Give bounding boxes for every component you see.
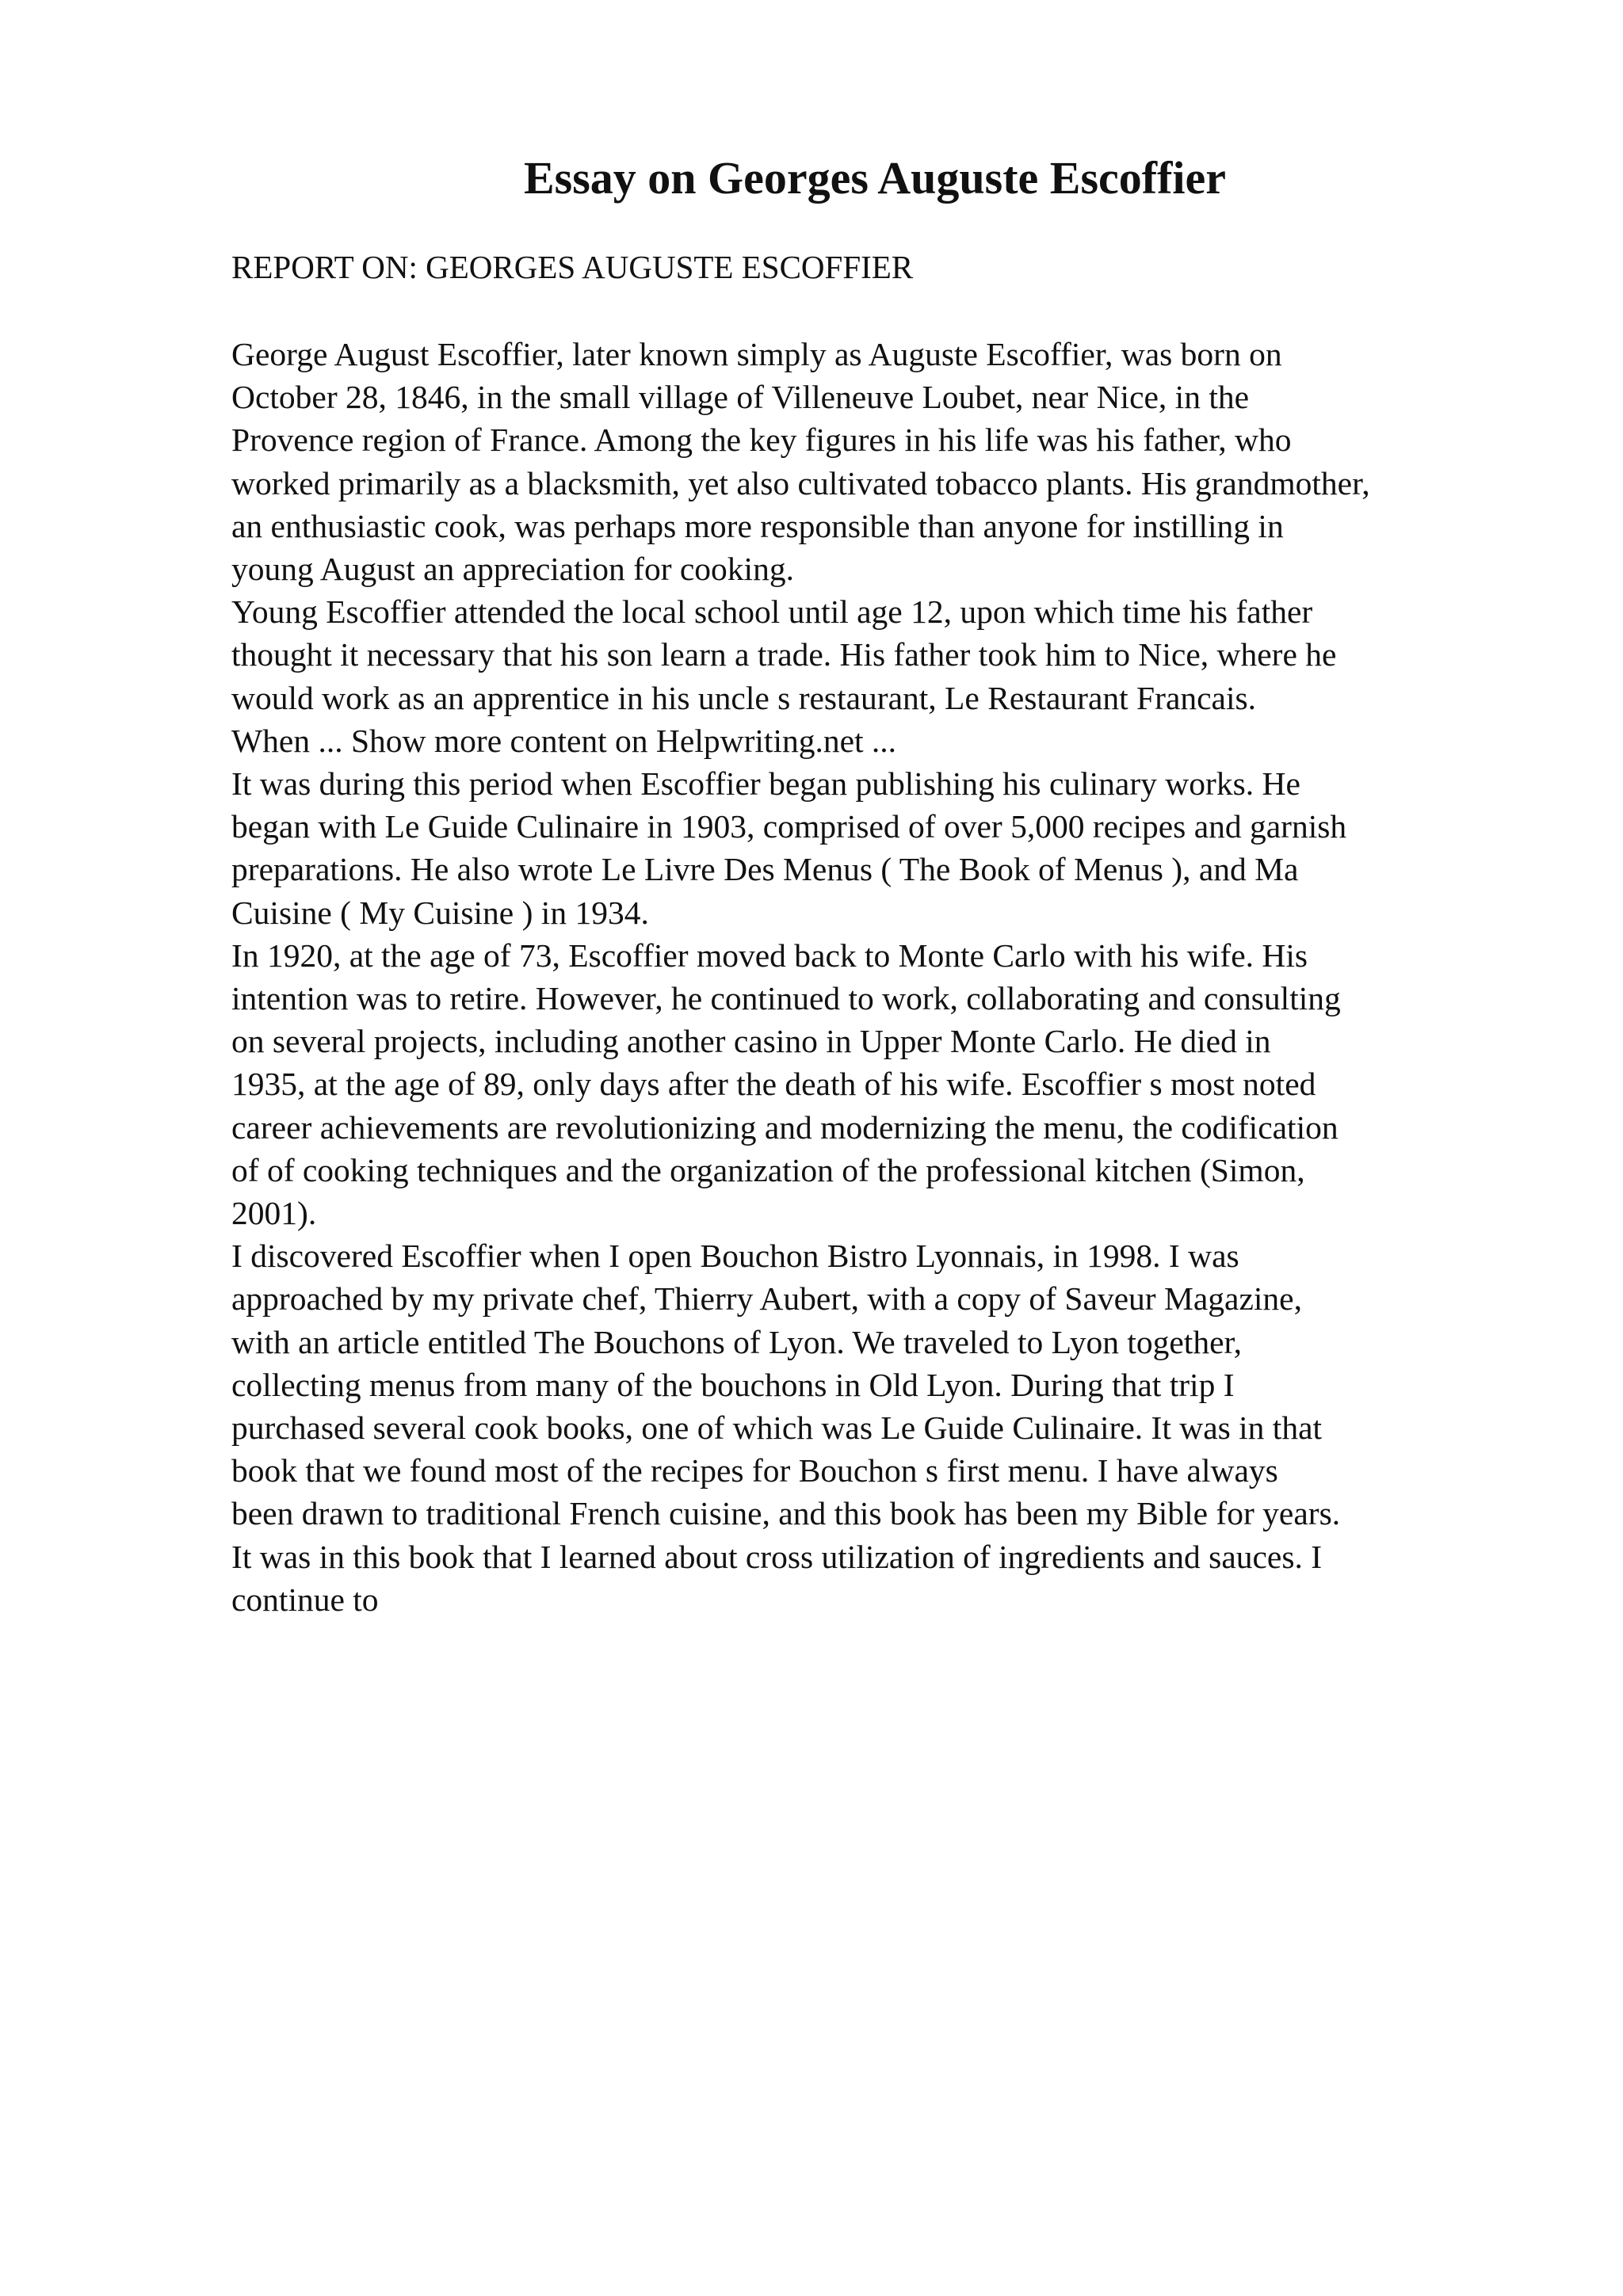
text-line: been drawn to traditional French cuisine, and this book has been my Bible for years. xyxy=(231,1495,1341,1532)
text-line: 1935, at the age of 89, only days after the death of his wife. Escoffier s most noted xyxy=(231,1066,1316,1103)
text-line: approached by my private chef, Thierry Aubert, with a copy of Saveur Magazine, xyxy=(231,1280,1302,1318)
text-line: intention was to retire. However, he continued to work, collaborating and consulting xyxy=(231,980,1341,1017)
text-line: preparations. He also wrote Le Livre Des Menus ( The Book of Menus ), and Ma xyxy=(231,851,1299,888)
text-line: book that we found most of the recipes for Bouchon s first menu. I have always xyxy=(231,1452,1278,1489)
text-line: thought it necessary that his son learn a trade. His father took him to Nice, where he xyxy=(231,636,1337,673)
text-line: It was during this period when Escoffier began publishing his culinary works. He xyxy=(231,765,1300,803)
text-line: Cuisine ( My Cuisine ) in 1934. xyxy=(231,894,649,931)
show-more-line[interactable]: When ... Show more content on Helpwriting.net ... xyxy=(231,722,897,759)
text-line: In 1920, at the age of 73, Escoffier moved back to Monte Carlo with his wife. His xyxy=(231,936,1308,974)
essay-body xyxy=(231,333,1531,1621)
page-title: Essay on Georges Auguste Escoffier xyxy=(523,152,1227,204)
text-line: purchased several cook books, one of which was Le Guide Culinaire. It was in that xyxy=(231,1409,1323,1447)
text-line: October 28, 1846, in the small village of Villeneuve Loubet, near Nice, in the xyxy=(231,379,1250,416)
text-line: worked primarily as a blacksmith, yet also cultivated tobacco plants. His grandmother, xyxy=(231,464,1370,502)
text-line: continue to xyxy=(231,1581,379,1618)
text-line: would work as an apprentice in his uncle s restaurant, Le Restaurant Francais. xyxy=(231,679,1257,716)
text-line: of of cooking techniques and the organization of the professional kitchen (Simon, xyxy=(231,1151,1305,1188)
text-line: It was in this book that I learned about cross utilization of ingredients and sauces. I xyxy=(231,1538,1323,1575)
text-line: George August Escoffier, later known simply as Auguste Escoffier, was born on xyxy=(231,336,1282,372)
text-line: collecting menus from many of the bouchons in Old Lyon. During that trip I xyxy=(231,1366,1235,1403)
text-line: Young Escoffier attended the local school until age 12, upon which time his father xyxy=(231,593,1313,631)
text-line: career achievements are revolutionizing and modernizing the menu, the codification xyxy=(231,1108,1338,1146)
text-line: with an article entitled The Bouchons of Lyon. We traveled to Lyon together, xyxy=(231,1323,1243,1360)
text-line: an enthusiastic cook, was perhaps more responsible than anyone for instilling in xyxy=(231,507,1284,544)
text-line: young August an appreciation for cooking. xyxy=(231,551,794,588)
text-line: on several projects, including another casino in Upper Monte Carlo. He died in xyxy=(231,1023,1271,1060)
text-line: began with Le Guide Culinaire in 1903, comprised of over 5,000 recipes and garnish xyxy=(231,808,1347,845)
text-line: Provence region of France. Among the key figures in his life was his father, who xyxy=(231,421,1292,459)
text-line: 2001). xyxy=(231,1195,317,1232)
text-line: I discovered Escoffier when I open Bouchon Bistro Lyonnais, in 1998. I was xyxy=(231,1238,1239,1275)
report-heading: REPORT ON: GEORGES AUGUSTE ESCOFFIER xyxy=(231,249,914,285)
